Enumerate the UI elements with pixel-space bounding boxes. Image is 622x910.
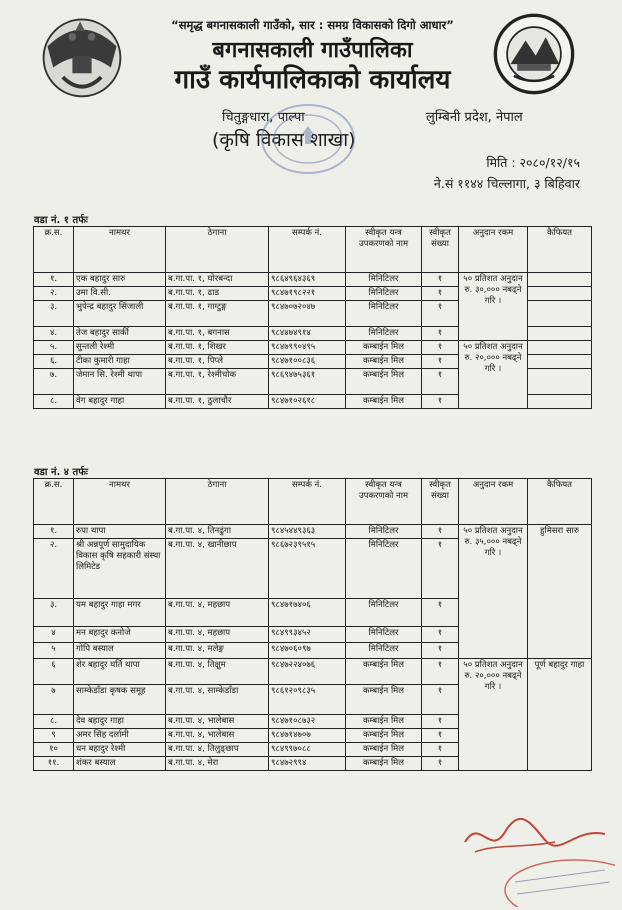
cell-name: साम्केडाँडा कृषक समूह — [74, 685, 166, 715]
cell-address: ब.गा.पा. १, पिप्ले — [166, 355, 269, 369]
cell-qty: १ — [422, 599, 459, 627]
cell-subsidy: ५० प्रतिशत अनुदान रु. ३०,००० नबढ्ने गरि । — [459, 273, 528, 341]
col-header-name: नामथर — [74, 227, 166, 273]
table-row — [34, 659, 592, 685]
cell-remarks: पूर्ण बहादुर गाहा — [528, 659, 592, 771]
cell-qty: १ — [422, 643, 459, 659]
cell-sn: ४ — [34, 627, 74, 643]
cell-qty: १ — [422, 341, 459, 355]
cell-name: वेग बहादुर गाहा — [74, 395, 166, 409]
table-row — [34, 341, 592, 355]
col-header-subsidy: अनुदान रकम — [459, 227, 528, 273]
cell-qty: १ — [422, 729, 459, 743]
cell-address: ब.गा.पा. १, गाग्टुङ्ग — [166, 301, 269, 327]
cell-name: यम बहादुर गाहा मगर — [74, 599, 166, 627]
cell-qty: १ — [422, 287, 459, 301]
cell-address: ब.गा.पा. ४, भालेबास — [166, 729, 269, 743]
cell-address: ब.गा.पा. ४, साम्केडाँडा — [166, 685, 269, 715]
cell-contact: ९८६४९६४३६९ — [269, 273, 346, 287]
cell-remarks — [528, 287, 592, 301]
cell-contact: ९८४९९७०८८ — [269, 743, 346, 757]
col-header-name: नामथर — [74, 479, 166, 525]
cell-name: शंकर बस्याल — [74, 757, 166, 771]
col-header-machine: स्वीकृत यन्त्र उपकरणको नाम — [346, 479, 422, 525]
cell-sn: ७. — [34, 369, 74, 395]
cell-name: रुपा थापा — [74, 525, 166, 539]
cell-subsidy: ५० प्रतिशत अनुदान रु. २०,००० नबढ्ने गरि । — [459, 659, 528, 771]
col-header-contact: सम्पर्क नं. — [269, 227, 346, 273]
cell-qty: १ — [422, 757, 459, 771]
cell-machine: मिनिटिलर — [346, 301, 422, 327]
cell-sn: ६. — [34, 355, 74, 369]
cell-sn: ५ — [34, 643, 74, 659]
cell-machine: कम्बाईन मिल — [346, 369, 422, 395]
cell-machine: कम्बाईन मिल — [346, 355, 422, 369]
document-date: मिति : २०८०/१२/१५ — [486, 155, 580, 170]
ward-4-table — [33, 478, 592, 771]
cell-machine: मिनिटिलर — [346, 539, 422, 599]
cell-sn: ८. — [34, 395, 74, 409]
cell-name: धन बहादुर रेश्मी — [74, 743, 166, 757]
section-title-ward-1: वडा नं. १ तर्फः — [34, 215, 88, 226]
cell-address: ब.गा.पा. ४, महछाप — [166, 599, 269, 627]
cell-contact: ९८४७०७२०४७ — [269, 301, 346, 327]
cell-contact: ९८४७१०८७३२ — [269, 715, 346, 729]
cell-remarks — [528, 395, 592, 409]
cell-sn: ३. — [34, 599, 74, 627]
col-header-subsidy: अनुदान रकम — [459, 479, 528, 525]
nepal-emblem-logo — [34, 8, 130, 104]
cell-sn: २. — [34, 539, 74, 599]
cell-name: उमा वि.सी. — [74, 287, 166, 301]
table-row — [34, 525, 592, 539]
cell-address: ब.गा.पा. १, रेश्मीचोक — [166, 369, 269, 395]
col-header-address: ठेगाना — [166, 479, 269, 525]
office-location: चितुङ्गधारा, पाल्पा — [222, 110, 305, 125]
municipality-name: बगनासकाली गाउँपालिका — [212, 38, 413, 63]
cell-sn: ११. — [34, 757, 74, 771]
col-header-machine: स्वीकृत यन्त्र उपकरणको नाम — [346, 227, 422, 273]
cell-contact: ९८४७९९०४९५ — [269, 341, 346, 355]
cell-address: ब.गा.पा. ४, महछाप — [166, 627, 269, 643]
cell-machine: मिनिटिलर — [346, 525, 422, 539]
cell-remarks: हुमिसरा सारु — [528, 525, 592, 659]
cell-machine: कम्बाईन मिल — [346, 729, 422, 743]
cell-address: ब.गा.पा. १, घोरबन्दा — [166, 273, 269, 287]
province-label: लुम्बिनी प्रदेश, नेपाल — [426, 110, 523, 125]
cell-contact: ९८४७१९८२२१ — [269, 287, 346, 301]
cell-name: टीका कुमारी गाहा — [74, 355, 166, 369]
cell-address: ब.गा.पा. १, ठुलाचौर — [166, 395, 269, 409]
cell-name: देव बहादुर गाहा — [74, 715, 166, 729]
col-header-address: ठेगाना — [166, 227, 269, 273]
cell-qty: १ — [422, 627, 459, 643]
col-header-remarks: कैफियत — [528, 227, 592, 273]
cell-contact: ९८४७२२४०७६ — [269, 659, 346, 685]
cell-machine: मिनिटिलर — [346, 627, 422, 643]
cell-remarks — [528, 301, 592, 327]
cell-remarks — [528, 273, 592, 287]
section-title-ward-4: वडा नं. ४ तर्फः — [34, 467, 88, 478]
cell-qty: १ — [422, 369, 459, 395]
cell-contact: ९८६७२३९५१५ — [269, 539, 346, 599]
cell-address: ब.गा.पा. १, शिखर — [166, 341, 269, 355]
cell-machine: कम्बाईन मिल — [346, 715, 422, 729]
col-header-sn: क्र.स. — [34, 479, 74, 525]
cell-contact: ९८४७१७४०६ — [269, 599, 346, 627]
cell-contact: ९८४४७४९१४ — [269, 327, 346, 341]
cell-name: जेमान सि. रेश्मी थापा — [74, 369, 166, 395]
branch-title: (कृषि विकास शाखा) — [212, 129, 356, 151]
table-row — [34, 273, 592, 287]
cell-name: मन बहादुर कनोजे — [74, 627, 166, 643]
cell-machine: कम्बाईन मिल — [346, 685, 422, 715]
cell-remarks — [528, 355, 592, 369]
cell-contact: ९८६९४७५३६१ — [269, 369, 346, 395]
cell-sn: १. — [34, 273, 74, 287]
col-header-quantity: स्वीकृत संख्या — [422, 479, 459, 525]
cell-qty: १ — [422, 685, 459, 715]
cell-machine: कम्बाईन मिल — [346, 659, 422, 685]
cell-address: ब.गा.पा. ४, भालेबास — [166, 715, 269, 729]
cell-sn: ६ — [34, 659, 74, 685]
cell-contact: ९८६१२०९८३५ — [269, 685, 346, 715]
cell-machine: मिनिटिलर — [346, 643, 422, 659]
cell-contact: ९८४७२९९४ — [269, 757, 346, 771]
cell-qty: १ — [422, 659, 459, 685]
cell-name: गोपि बस्याल — [74, 643, 166, 659]
cell-qty: १ — [422, 301, 459, 327]
cell-sn: २. — [34, 287, 74, 301]
cell-contact: ९८४७०६०९७ — [269, 643, 346, 659]
cell-machine: मिनिटिलर — [346, 327, 422, 341]
table-header-row — [34, 479, 592, 525]
cell-address: ब.गा.पा. १, बगनास — [166, 327, 269, 341]
cell-sn: ८. — [34, 715, 74, 729]
cell-contact: ९८४९९३४५२ — [269, 627, 346, 643]
office-title: गाउँ कार्यपालिकाको कार्यालय — [174, 65, 451, 95]
cell-address: ब.गा.पा. १, ढाड — [166, 287, 269, 301]
motto: “समृद्ध बगनासकाली गाउँको, सार : समग्र विकासको दिगो आधार” — [171, 18, 454, 32]
cell-qty: १ — [422, 539, 459, 599]
col-header-sn: क्र.स. — [34, 227, 74, 273]
cell-sn: १. — [34, 525, 74, 539]
cell-machine: मिनिटिलर — [346, 599, 422, 627]
cell-machine: कम्बाईन मिल — [346, 395, 422, 409]
cell-qty: १ — [422, 355, 459, 369]
cell-address: ब.गा.पा. ४, तिक्षुम — [166, 659, 269, 685]
cell-name: एक बहादुर सारु — [74, 273, 166, 287]
col-header-quantity: स्वीकृत संख्या — [422, 227, 459, 273]
signature-stamp — [455, 812, 615, 907]
cell-address: ब.गा.पा. ४, मलेङ्ग — [166, 643, 269, 659]
cell-qty: १ — [422, 395, 459, 409]
nepal-sambat-date: ने.सं ११४४ चिल्लागा, ३ बिहिवार — [433, 176, 580, 191]
cell-address: ब.गा.पा. ४, खानीछाप — [166, 539, 269, 599]
cell-machine: मिनिटिलर — [346, 287, 422, 301]
col-header-contact: सम्पर्क नं. — [269, 479, 346, 525]
cell-remarks — [528, 341, 592, 355]
cell-remarks — [528, 327, 592, 341]
office-stamp — [258, 100, 358, 178]
cell-machine: कम्बाईन मिल — [346, 743, 422, 757]
cell-machine: कम्बाईन मिल — [346, 341, 422, 355]
ward-1-table — [33, 226, 592, 409]
cell-address: ब.गा.पा. ४, तिलुङ्छाप — [166, 743, 269, 757]
cell-contact: ९८४७१४७०७ — [269, 729, 346, 743]
cell-name: सुन्तली रेश्मी — [74, 341, 166, 355]
cell-name: तेज बहादुर सार्की — [74, 327, 166, 341]
cell-qty: १ — [422, 743, 459, 757]
cell-qty: १ — [422, 327, 459, 341]
municipality-logo — [492, 12, 576, 96]
cell-name: श्री अन्नपूर्ण सामुदायिक विकास कृषि सहकारी संस्था लिमिटेड — [74, 539, 166, 599]
cell-sn: ७ — [34, 685, 74, 715]
cell-sn: ९ — [34, 729, 74, 743]
cell-machine: मिनिटिलर — [346, 273, 422, 287]
cell-subsidy: ५० प्रतिशत अनुदान रु. ३५,००० नबढ्ने गरि । — [459, 525, 528, 659]
col-header-remarks: कैफियत — [528, 479, 592, 525]
cell-name: शेर बहादुर घर्ति थापा — [74, 659, 166, 685]
cell-qty: १ — [422, 525, 459, 539]
cell-sn: ३. — [34, 301, 74, 327]
cell-machine: कम्बाईन मिल — [346, 757, 422, 771]
cell-sn: १० — [34, 743, 74, 757]
cell-contact: ९८४७१००८३६ — [269, 355, 346, 369]
cell-sn: ४. — [34, 327, 74, 341]
cell-name: भुपेन्द्र बहादुर सिंजाली — [74, 301, 166, 327]
cell-sn: ५. — [34, 341, 74, 355]
cell-remarks — [528, 369, 592, 395]
cell-address: ब.गा.पा. ४, मेरा — [166, 757, 269, 771]
cell-contact: ९८४५४४९३६३ — [269, 525, 346, 539]
cell-qty: १ — [422, 273, 459, 287]
cell-contact: ९८४७१०२६१८ — [269, 395, 346, 409]
cell-subsidy: ५० प्रतिशत अनुदान रु. २०,००० नबढ्ने गरि । — [459, 341, 528, 409]
table-header-row — [34, 227, 592, 273]
cell-address: ब.गा.पा. ४, तिनढुंगा — [166, 525, 269, 539]
cell-name: अमर सिंह दर्लामी — [74, 729, 166, 743]
cell-qty: १ — [422, 715, 459, 729]
